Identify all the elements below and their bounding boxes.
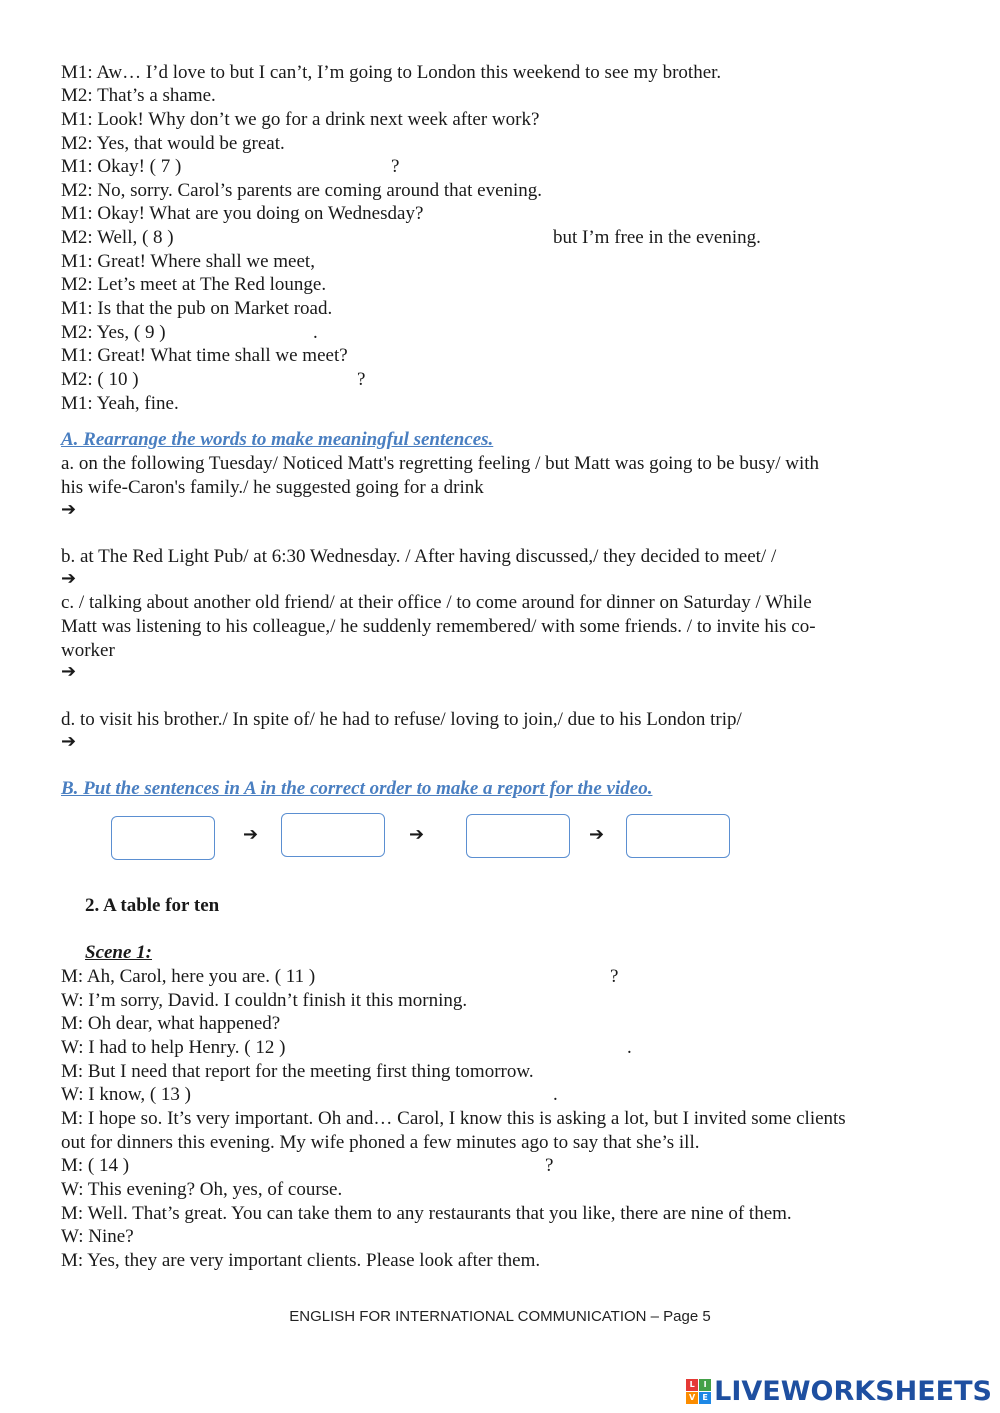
answer-d-input[interactable] — [86, 732, 906, 754]
dialogue-line: W: I had to help Henry. ( 12 ) — [61, 1037, 286, 1058]
dialogue-line: M2: No, sorry. Carol’s parents are coming around that evening. — [61, 180, 543, 201]
item-b-line: b. at The Red Light Pub/ at 6:30 Wednesday. / After having discussed,/ they decided to meet/ / — [61, 546, 777, 567]
gap-8-tail: but I’m free in the evening. — [553, 227, 761, 248]
section-a-heading: A. Rearrange the words to make meaningful sentences. — [61, 429, 494, 450]
order-box-3[interactable] — [466, 814, 570, 858]
dialogue-line: W: Nine? — [61, 1226, 134, 1247]
dialogue-line: M1: Great! Where shall we meet, — [61, 251, 315, 272]
dialogue-line: M1: Great! What time shall we meet? — [61, 345, 348, 366]
section-b-heading: B. Put the sentences in A in the correct order to make a report for the video. — [61, 778, 653, 799]
dialogue-line: M2: Yes, that would be great. — [61, 133, 285, 154]
answer-arrow-icon: ➔ — [61, 661, 77, 682]
item-c-line: worker — [61, 640, 115, 661]
section-2-title: 2. A table for ten — [85, 895, 220, 916]
item-c-line: c. / talking about another old friend/ at their office / to come around for dinner on Saturday / While — [61, 592, 812, 613]
logo-tile: I — [699, 1379, 711, 1391]
item-a-line: a. on the following Tuesday/ Noticed Matt's regretting feeling / but Matt was going to be busy/ with — [61, 453, 820, 474]
order-arrow-icon: ➔ — [409, 824, 425, 845]
dialogue-line: M2: Let’s meet at The Red lounge. — [61, 274, 327, 295]
gap-9-input[interactable] — [174, 322, 308, 344]
dialogue-line: M2: That’s a shame. — [61, 85, 216, 106]
gap-13-input[interactable] — [206, 1084, 549, 1106]
gap-12-tail: . — [627, 1037, 632, 1058]
dialogue-line: M: But I need that report for the meeting first thing tomorrow. — [61, 1061, 534, 1082]
gap-7-tail: ? — [391, 156, 400, 177]
dialogue-line: M1: Okay! ( 7 ) — [61, 156, 182, 177]
gap-10-input[interactable] — [148, 369, 351, 391]
answer-b-input[interactable] — [86, 569, 906, 591]
liveworksheets-icon — [686, 1379, 711, 1404]
dialogue-line: M1: Yeah, fine. — [61, 393, 179, 414]
gap-7-input[interactable] — [190, 156, 385, 178]
dialogue-line: out for dinners this evening. My wife phoned a few minutes ago to say that she’s ill. — [61, 1132, 700, 1153]
dialogue-line: M1: Is that the pub on Market road. — [61, 298, 333, 319]
order-arrow-icon: ➔ — [589, 824, 605, 845]
dialogue-line: M: Yes, they are very important clients. Please look after them. — [61, 1250, 541, 1271]
dialogue-line: W: I know, ( 13 ) — [61, 1084, 191, 1105]
logo-tile: E — [699, 1392, 711, 1404]
item-d-line: d. to visit his brother./ In spite of/ he had to refuse/ loving to join,/ due to his London trip/ — [61, 709, 742, 730]
dialogue-line: M: I hope so. It’s very important. Oh and… Carol, I know this is asking a lot, but I invited some clients — [61, 1108, 846, 1129]
answer-arrow-icon: ➔ — [61, 568, 77, 589]
dialogue-line: M: Oh dear, what happened? — [61, 1013, 281, 1034]
gap-12-input[interactable] — [312, 1037, 622, 1059]
answer-arrow-icon: ➔ — [61, 499, 77, 520]
gap-14-tail: ? — [545, 1155, 554, 1176]
order-box-2[interactable] — [281, 813, 385, 857]
item-c-line: Matt was listening to his colleague,/ he suddenly remembered/ with some friends. / to invite his co- — [61, 616, 816, 637]
dialogue-line: M1: Aw… I’d love to but I can’t, I’m going to London this weekend to see my brother. — [61, 62, 722, 83]
gap-9-tail: . — [313, 322, 318, 343]
dialogue-line: W: This evening? Oh, yes, of course. — [61, 1179, 343, 1200]
order-arrow-icon: ➔ — [243, 824, 259, 845]
gap-13-tail: . — [553, 1084, 558, 1105]
answer-arrow-icon: ➔ — [61, 731, 77, 752]
answer-a-input[interactable] — [86, 500, 906, 522]
liveworksheets-logo[interactable] — [686, 1376, 992, 1407]
gap-14-input[interactable] — [137, 1155, 540, 1177]
order-box-1[interactable] — [111, 816, 215, 860]
logo-tile: L — [686, 1379, 698, 1391]
gap-11-tail: ? — [610, 966, 619, 987]
scene-1-label: Scene 1: — [85, 942, 153, 963]
dialogue-line: M: ( 14 ) — [61, 1155, 130, 1176]
dialogue-line: M2: Well, ( 8 ) — [61, 227, 174, 248]
answer-c-input[interactable] — [86, 662, 906, 684]
dialogue-line: M: Well. That’s great. You can take them to any restaurants that you like, there are nine of them. — [61, 1203, 792, 1224]
page-footer: ENGLISH FOR INTERNATIONAL COMMUNICATION – Page 5 — [289, 1308, 711, 1325]
gap-8-input[interactable] — [184, 227, 546, 249]
gap-10-tail: ? — [357, 369, 366, 390]
liveworksheets-wordmark: LIVEWORKSHEETS — [714, 1376, 992, 1407]
logo-tile: V — [686, 1392, 698, 1404]
dialogue-line: M: Ah, Carol, here you are. ( 11 ) — [61, 966, 316, 987]
dialogue-line: W: I’m sorry, David. I couldn’t finish it this morning. — [61, 990, 468, 1011]
dialogue-line: M1: Look! Why don’t we go for a drink next week after work? — [61, 109, 540, 130]
gap-11-input[interactable] — [340, 966, 605, 988]
dialogue-line: M2: ( 10 ) — [61, 369, 139, 390]
item-a-line: his wife-Caron's family./ he suggested going for a drink — [61, 477, 484, 498]
order-box-4[interactable] — [626, 814, 730, 858]
dialogue-line: M2: Yes, ( 9 ) — [61, 322, 166, 343]
dialogue-line: M1: Okay! What are you doing on Wednesday? — [61, 203, 424, 224]
